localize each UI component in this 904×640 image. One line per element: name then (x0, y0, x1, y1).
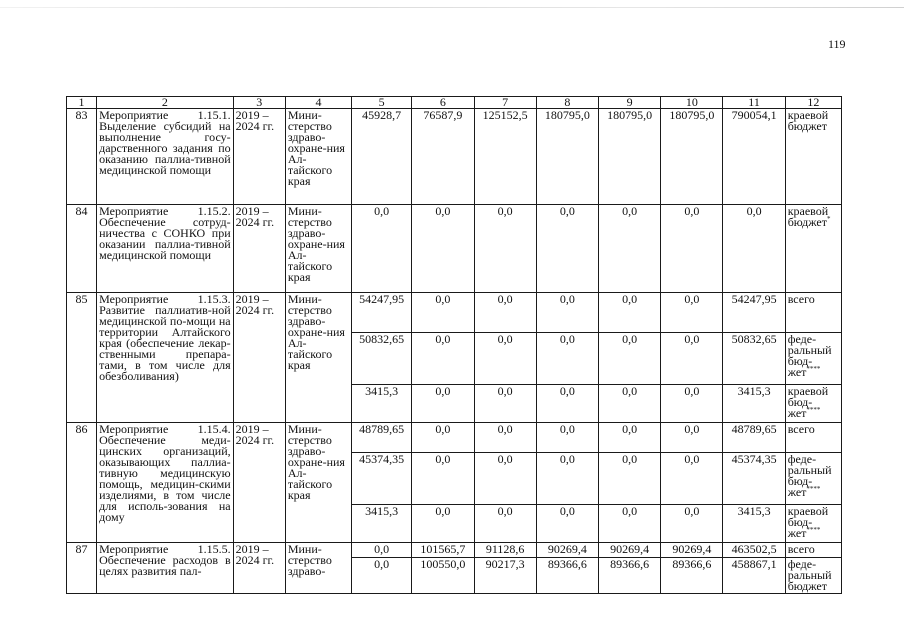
value-col-9: 0,0 (598, 205, 660, 293)
value-col-9: 89366,6 (598, 558, 660, 594)
header-cell-5: 5 (352, 97, 412, 109)
table-row (67, 205, 842, 293)
value-col-5: 3415,3 (352, 385, 412, 423)
value-col-7: 0,0 (474, 423, 536, 453)
header-cell-4: 4 (285, 97, 351, 109)
header-cell-10: 10 (661, 97, 723, 109)
value-col-8: 180795,0 (536, 109, 598, 205)
measure-name: Мероприятие 1.15.4. Обеспечение меди-цинских организаций, оказывающих паллиа-тивную медицинскую помощь, медицин-скими изделиями, в том числе для исполь-зования на дому (97, 423, 234, 543)
executor: Мини-стерство здраво-охране-ния Ал-тайского края (285, 423, 351, 543)
value-col-8: 0,0 (536, 505, 598, 543)
header-cell-2: 2 (97, 97, 234, 109)
period: 2019 – 2024 гг. (233, 293, 285, 423)
row-number: 84 (67, 205, 97, 293)
period: 2019 – 2024 гг. (233, 543, 285, 594)
value-col-6: 0,0 (412, 385, 474, 423)
row-number: 83 (67, 109, 97, 205)
funding-source: краевой бюджет (785, 109, 841, 205)
measure-name: Мероприятие 1.15.1. Выделение субсидий на выполнение госу-дарственного задания по оказанию паллиа-тивной медицинской помощи (97, 109, 234, 205)
value-col-7: 91128,6 (474, 543, 536, 558)
value-col-5: 54247,95 (352, 293, 412, 333)
header-row (67, 97, 842, 109)
footnote-mark: **** (806, 406, 821, 414)
value-col-7: 0,0 (474, 293, 536, 333)
value-col-10: 89366,6 (661, 558, 723, 594)
value-col-7: 0,0 (474, 333, 536, 385)
value-col-9: 0,0 (598, 453, 660, 505)
value-col-8: 0,0 (536, 453, 598, 505)
value-col-8: 0,0 (536, 423, 598, 453)
value-col-10: 0,0 (661, 423, 723, 453)
value-col-9: 0,0 (598, 333, 660, 385)
value-col-6: 100550,0 (412, 558, 474, 594)
table-row (67, 293, 842, 333)
row-number: 86 (67, 423, 97, 543)
footnote-mark: **** (806, 526, 821, 534)
value-col-5: 45374,35 (352, 453, 412, 505)
header-cell-9: 9 (598, 97, 660, 109)
value-col-10: 180795,0 (661, 109, 723, 205)
value-col-5: 50832,65 (352, 333, 412, 385)
executor: Мини-стерство здраво-охране-ния Ал-тайского края (285, 293, 351, 423)
value-col-10: 0,0 (661, 293, 723, 333)
value-col-7: 90217,3 (474, 558, 536, 594)
value-col-9: 0,0 (598, 423, 660, 453)
value-col-7: 125152,5 (474, 109, 536, 205)
footnote-mark: **** (806, 365, 821, 373)
header-cell-11: 11 (723, 97, 785, 109)
value-col-6: 0,0 (412, 423, 474, 453)
table-row (67, 109, 842, 205)
header-cell-1: 1 (67, 97, 97, 109)
period: 2019 – 2024 гг. (233, 109, 285, 205)
value-col-10: 0,0 (661, 505, 723, 543)
value-col-6: 0,0 (412, 505, 474, 543)
value-col-6: 0,0 (412, 333, 474, 385)
value-col-5: 0,0 (352, 543, 412, 558)
row-number: 85 (67, 293, 97, 423)
footnote-mark: **** (806, 485, 821, 493)
value-col-9: 0,0 (598, 293, 660, 333)
value-col-9: 0,0 (598, 385, 660, 423)
value-col-11: 463502,5 (723, 543, 785, 558)
row-number: 87 (67, 543, 97, 594)
value-col-10: 90269,4 (661, 543, 723, 558)
funding-source: краевой бюд-жет**** (785, 385, 841, 423)
measure-name: Мероприятие 1.15.5. Обеспечение расходов в целях развития пал- (97, 543, 234, 594)
value-col-5: 45928,7 (352, 109, 412, 205)
value-col-6: 76587,9 (412, 109, 474, 205)
header-cell-7: 7 (474, 97, 536, 109)
value-col-8: 0,0 (536, 205, 598, 293)
value-col-11: 0,0 (723, 205, 785, 293)
scan-edge-line (0, 7, 904, 8)
value-col-6: 0,0 (412, 453, 474, 505)
executor: Мини-стерство здраво-охране-ния Ал-тайского края (285, 205, 351, 293)
header-cell-12: 12 (785, 97, 841, 109)
value-col-10: 0,0 (661, 205, 723, 293)
value-col-10: 0,0 (661, 453, 723, 505)
value-col-6: 0,0 (412, 205, 474, 293)
value-col-10: 0,0 (661, 385, 723, 423)
funding-source: всего (785, 543, 841, 558)
footnote-mark: * (826, 215, 831, 223)
value-col-11: 3415,3 (723, 505, 785, 543)
funding-source: краевой бюджет* (785, 205, 841, 293)
value-col-7: 0,0 (474, 205, 536, 293)
value-col-8: 0,0 (536, 333, 598, 385)
value-col-11: 45374,35 (723, 453, 785, 505)
value-col-5: 0,0 (352, 205, 412, 293)
funding-source: всего (785, 423, 841, 453)
funding-source: феде-ральный бюд-жет**** (785, 453, 841, 505)
value-col-7: 0,0 (474, 505, 536, 543)
period: 2019 – 2024 гг. (233, 423, 285, 543)
budget-table (66, 96, 842, 594)
value-col-8: 90269,4 (536, 543, 598, 558)
page-number: 119 (828, 37, 846, 51)
value-col-11: 790054,1 (723, 109, 785, 205)
value-col-11: 3415,3 (723, 385, 785, 423)
value-col-5: 3415,3 (352, 505, 412, 543)
value-col-6: 0,0 (412, 293, 474, 333)
value-col-11: 54247,95 (723, 293, 785, 333)
value-col-7: 0,0 (474, 385, 536, 423)
value-col-10: 0,0 (661, 333, 723, 385)
funding-source: всего (785, 293, 841, 333)
funding-source: феде-ральный бюд-жет**** (785, 333, 841, 385)
executor: Мини-стерство здраво-охране-ния Ал-тайского края (285, 109, 351, 205)
value-col-8: 89366,6 (536, 558, 598, 594)
value-col-8: 0,0 (536, 293, 598, 333)
period: 2019 – 2024 гг. (233, 205, 285, 293)
table-row (67, 543, 842, 558)
measure-name: Мероприятие 1.15.2. Обеспечение сотруд-ничества с СОНКО при оказании паллиа-тивной медицинской помощи (97, 205, 234, 293)
value-col-6: 101565,7 (412, 543, 474, 558)
value-col-9: 90269,4 (598, 543, 660, 558)
value-col-9: 0,0 (598, 505, 660, 543)
measure-name: Мероприятие 1.15.3. Развитие паллиатив-ной медицинской по-мощи на территории Алтайского края (обеспечение лекар-ственными препара-тами, в том числе для обезболивания) (97, 293, 234, 423)
executor: Мини-стерство здраво- (285, 543, 351, 594)
value-col-11: 50832,65 (723, 333, 785, 385)
value-col-5: 48789,65 (352, 423, 412, 453)
value-col-5: 0,0 (352, 558, 412, 594)
header-cell-6: 6 (412, 97, 474, 109)
value-col-11: 458867,1 (723, 558, 785, 594)
funding-source: краевой бюд-жет**** (785, 505, 841, 543)
header-cell-3: 3 (233, 97, 285, 109)
value-col-8: 0,0 (536, 385, 598, 423)
value-col-7: 0,0 (474, 453, 536, 505)
value-col-9: 180795,0 (598, 109, 660, 205)
funding-source: феде-ральный бюджет (785, 558, 841, 594)
header-cell-8: 8 (536, 97, 598, 109)
table-row (67, 423, 842, 453)
value-col-11: 48789,65 (723, 423, 785, 453)
